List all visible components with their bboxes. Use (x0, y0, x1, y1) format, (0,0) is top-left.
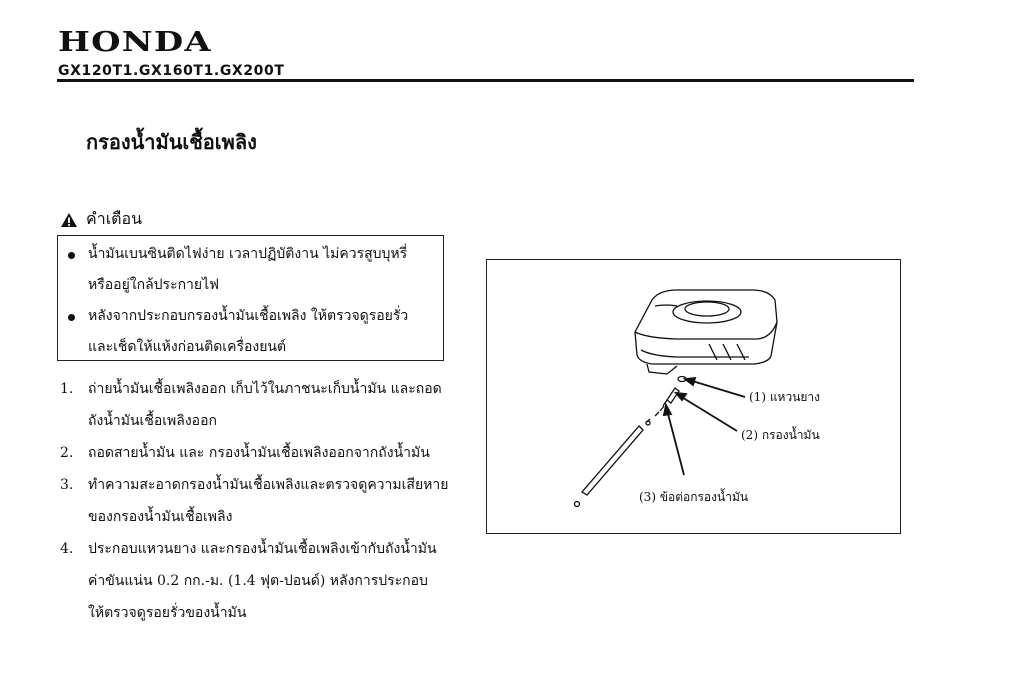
fuel-filter-parts (575, 377, 687, 507)
step-number: 3. (60, 477, 74, 493)
procedure-steps (60, 373, 480, 629)
step-number: 2. (60, 445, 74, 461)
bullet-icon (68, 252, 75, 259)
callout-rubber-washer: (1) แหวนยาง (749, 390, 821, 404)
step-line: ค่าขันแน่น 0.2 กก.-ม. (1.4 ฟุต-ปอนด์) หลังการประกอบ (88, 573, 428, 589)
warning-box (57, 235, 444, 361)
header-divider (57, 79, 914, 82)
brand-logo: HONDA (58, 27, 212, 58)
step-line: ทำความสะอาดกรองน้ำมันเชื้อเพลิงและตรวจดูความเสียหาย (88, 477, 449, 493)
warning-line: และเช็ดให้แห้งก่อนติดเครื่องยนต์ (88, 339, 287, 355)
callout-fuel-filter: (2) กรองน้ำมัน (741, 428, 820, 442)
step-item (60, 533, 480, 629)
model-numbers: GX120T1.GX160T1.GX200T (58, 63, 285, 79)
step-line: ถังน้ำมันเชื้อเพลิงออก (88, 413, 217, 429)
step-line: ถอดสายน้ำมัน และ กรองน้ำมันเชื้อเพลิงออกจากถังน้ำมัน (88, 445, 430, 461)
step-line: ถ่ายน้ำมันเชื้อเพลิงออก เก็บไว้ในภาชนะเก็บน้ำมัน และถอด (88, 381, 442, 397)
step-item (60, 469, 480, 533)
step-item (60, 373, 480, 437)
warning-line: หลังจากประกอบกรองน้ำมันเชื้อเพลิง ให้ตรวจดูรอยรั่ว (88, 308, 409, 324)
bullet-icon (68, 314, 75, 321)
warning-triangle-icon (60, 212, 78, 228)
warning-title: คำเตือน (86, 209, 143, 228)
warning-item (64, 301, 448, 363)
fuel-tank-illustration (635, 290, 777, 374)
fuel-filter-figure (486, 259, 901, 534)
callout-leaders (664, 378, 745, 475)
warning-line: หรืออยู่ใกล้ประกายไฟ (88, 277, 220, 293)
callout-filter-joint: (3) ข้อต่อกรองน้ำมัน (639, 490, 749, 504)
warning-heading (60, 207, 142, 232)
step-line: ประกอบแหวนยาง และกรองน้ำมันเชื้อเพลิงเข้ากับถังน้ำมัน (88, 541, 437, 557)
step-number: 1. (60, 381, 74, 397)
section-title: กรองน้ำมันเชื้อเพลิง (86, 130, 257, 154)
warning-item (64, 239, 448, 301)
step-item (60, 437, 480, 469)
step-line: ให้ตรวจดูรอยรั่วของน้ำมัน (88, 605, 247, 621)
warning-line: น้ำมันเบนซินติดไฟง่าย เวลาปฏิบัติงาน ไม่ควรสูบบุหรี่ (88, 246, 408, 262)
step-line: ของกรองน้ำมันเชื้อเพลิง (88, 509, 233, 525)
step-number: 4. (60, 541, 74, 557)
